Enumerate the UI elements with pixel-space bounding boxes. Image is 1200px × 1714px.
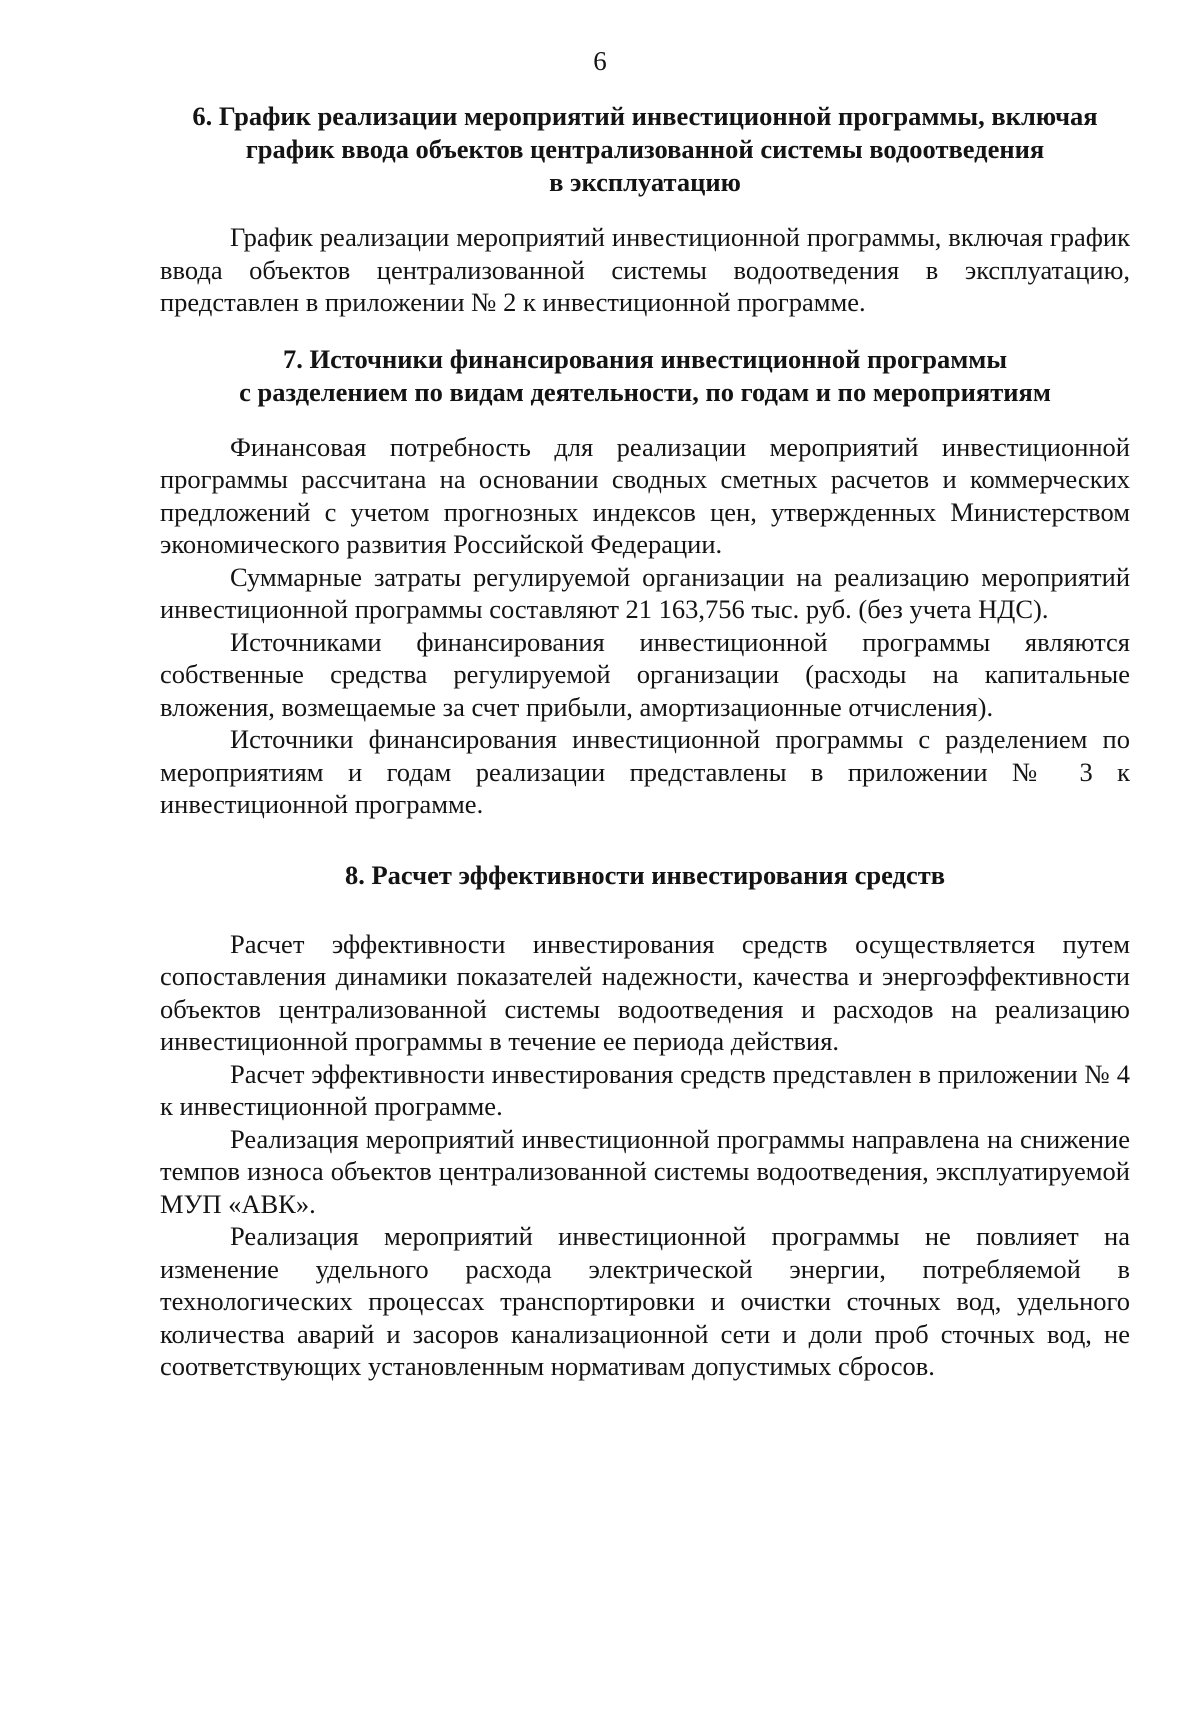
section-7-heading: [160, 343, 1130, 409]
section-8-paragraph: Реализация мероприятий инвестиционной программы направлена на снижение темпов износа объектов централизованной системы водоотведения, эксплуатируемой МУП «АВК».: [160, 1123, 1130, 1219]
section-6-heading: [160, 100, 1130, 199]
section-7-paragraph: Источниками финансирования инвестиционной программы являются собственные средства регулируемой организации (расходы на капитальные вложения, возмещаемые за счет прибыли, амортизационные отчисления).: [160, 626, 1130, 722]
heading-line: 7. Источники финансирования инвестиционной программы: [282, 343, 1008, 374]
section-8-paragraph: Реализация мероприятий инвестиционной программы не повлияет на изменение удельного расхода электрической энергии, потребляемой в технологических процессах транспортировки и очистки сточных вод, удельного количества аварий и засоров канализационной сети и доли проб сточных вод, не соответствующих установленным нормативам допустимых сбросов.: [160, 1221, 1130, 1381]
heading-line: с разделением по видам деятельности, по годам и по мероприятиям: [239, 376, 1051, 407]
section-8-paragraph: Расчет эффективности инвестирования средств представлен в приложении № 4 к инвестиционной программе.: [160, 1058, 1130, 1121]
section-7-paragraph: Суммарные затраты регулируемой организации на реализацию мероприятий инвестиционной программы составляют 21 163,756 тыс. руб. (без учета НДС).: [160, 561, 1130, 624]
heading-line: в эксплуатацию: [549, 167, 741, 197]
section-8-paragraph: Расчет эффективности инвестирования средств осуществляется путем сопоставления динамики показателей надежности, качества и энергоэффективности объектов централизованной системы водоотведения и расходов на реализацию инвестиционной программы в течение ее периода действия.: [160, 928, 1130, 1056]
heading-line: 8. Расчет эффективности инвестирования средств: [344, 859, 946, 890]
section-8-heading: [160, 859, 1130, 892]
section-7-paragraph: Финансовая потребность для реализации мероприятий инвестиционной программы рассчитана на основании сводных сметных расчетов и коммерческих предложений с учетом прогнозных индексов цен, утвержденных Министерством экономического развития Российской Федерации.: [160, 431, 1130, 559]
heading-line: 6. График реализации мероприятий инвестиционной программы, включая: [192, 101, 1098, 131]
section-6-paragraph: График реализации мероприятий инвестиционной программы, включая график ввода объектов централизованной системы водоотведения в эксплуатацию, представлен в приложении № 2 к инвестиционной программе.: [160, 222, 1130, 317]
section-7-paragraph: Источники финансирования инвестиционной программы с разделением по мероприятиям и годам реализации представлены в приложении № 3 к инвестиционной программе.: [160, 724, 1130, 819]
page-content: [160, 100, 1130, 1383]
page-number: 6: [593, 46, 607, 76]
heading-line: график ввода объектов централизованной системы водоотведения: [245, 134, 1045, 164]
